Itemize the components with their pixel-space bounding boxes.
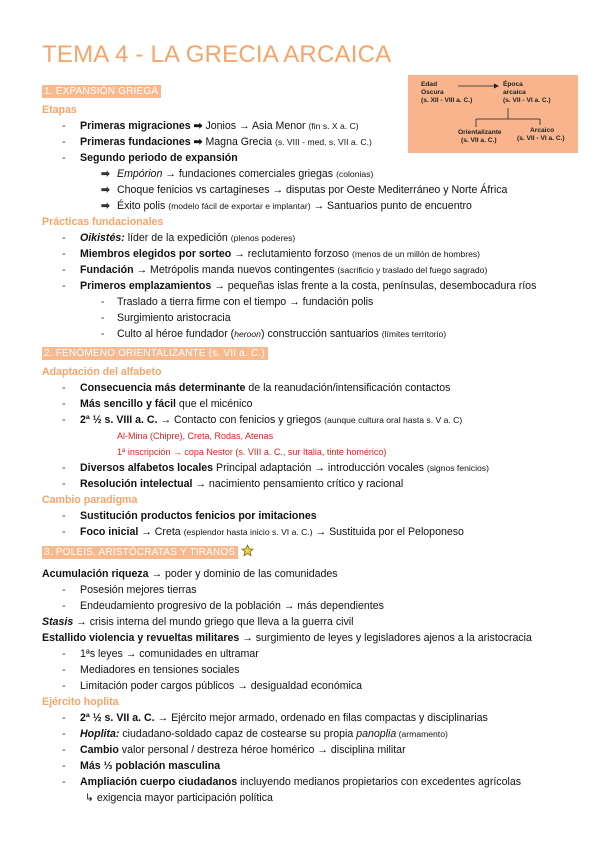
diagram-edad-oscura-date: (s. XII - VIII a. C.) — [421, 97, 473, 104]
item-text: Posesión mejores tierras — [80, 584, 197, 596]
diagram-orientalizante-date: (s. VII a. C.) — [461, 137, 497, 144]
item-text: Jonios → Asia Menor — [202, 120, 309, 132]
section-3-heading: 3. POLEIS, ARISTÓCRATAS Y TIRANOS — [42, 546, 238, 559]
diagram-orientalizante: Orientalizante — [458, 129, 502, 136]
item-text: valor personal / destreza héroe homérico → disciplina militar — [118, 744, 406, 756]
item-italic: Empórion — [117, 168, 163, 180]
list-item — [0, 726, 600, 742]
list-item — [0, 566, 600, 582]
list-item — [0, 182, 600, 198]
item-text: que el micénico — [175, 398, 253, 410]
list-item — [0, 742, 600, 758]
item-text: Surgimiento aristocracia — [117, 312, 231, 324]
diagram-arcaico-date: (s. VII - VI a. C.) — [517, 135, 565, 142]
item-text: → Sustituida por el Peloponeso — [312, 526, 464, 538]
item-bold: Primeras migraciones ➡ — [80, 120, 203, 132]
subheading-etapas: Etapas — [42, 104, 77, 116]
red-note: 1ª inscripción → copa Nestor (s. VIII a. C., sur Italia, tinte homérico) — [117, 447, 387, 457]
item-text: → Contacto con fenicios y griegos — [157, 414, 325, 426]
item-bold: Cambio — [80, 744, 119, 756]
item-bold: Diversos alfabetos locales — [80, 462, 214, 474]
list-item — [0, 476, 600, 492]
section-2-heading: 2. FENÓMENO ORIENTALIZANTE (s. VII a. C.) — [42, 347, 268, 360]
item-bold: Miembros elegidos por sorteo — [80, 248, 232, 260]
list-item — [0, 460, 600, 476]
item-bold: Foco inicial — [80, 526, 139, 538]
list-item — [0, 598, 600, 614]
bullet: - — [62, 462, 66, 474]
notes-content — [0, 81, 600, 806]
bullet: - — [101, 296, 105, 308]
item-bold: Más ⅓ población masculina — [80, 760, 221, 772]
list-item — [0, 310, 600, 326]
list-item — [0, 508, 600, 524]
bullet: - — [62, 152, 66, 164]
list-item — [0, 380, 600, 396]
list-item — [0, 396, 600, 412]
list-item — [0, 678, 600, 694]
bullet: - — [62, 728, 66, 740]
arrow-bullet-icon: ➡ — [101, 184, 110, 196]
item-note: (signos fenicios) — [426, 463, 489, 473]
item-text: → poder y dominio de las comunidades — [148, 568, 338, 580]
item-text: → pequeñas islas frente a la costa, penínsulas, desembocadura ríos — [211, 280, 537, 292]
bullet: - — [62, 264, 66, 276]
item-text: Endeudamiento progresivo de la población → más dependientes — [80, 600, 384, 612]
bullet: - — [62, 414, 66, 426]
section-1-header — [0, 83, 600, 102]
item-note: (fin s. X a. C) — [308, 121, 359, 131]
item-text: Principal adaptación → introducción vocales — [213, 462, 427, 474]
item-note: (aunque cultura oral hasta s. V a. C) — [324, 415, 463, 425]
item-text: de la reanudación/intensificación contactos — [245, 382, 451, 394]
item-note: (esplendor hasta inicio s. VI a. C.) — [183, 527, 313, 537]
item-italic: heroon — [234, 329, 261, 339]
list-item — [0, 278, 600, 294]
item-text: → Ejército mejor armado, ordenado en filas compactas y disciplinarias — [154, 712, 488, 724]
list-item — [0, 246, 600, 262]
bullet: - — [62, 280, 66, 292]
diagram-arcaico: Arcaico — [530, 127, 555, 134]
list-item — [0, 524, 600, 540]
item-text: Limitación poder cargos públicos → desigualdad económica — [80, 680, 363, 692]
list-item — [0, 774, 600, 790]
list-item — [0, 790, 600, 806]
item-bold: Ampliación cuerpo ciudadanos — [80, 776, 238, 788]
list-item — [0, 150, 600, 166]
section-1-heading: 1. EXPANSIÓN GRIEGA — [42, 85, 161, 98]
page-title: TEMA 4 - LA GRECIA ARCAICA — [42, 41, 392, 68]
section-2-header — [0, 345, 600, 364]
item-text: 1ªs leyes → comunidades en ultramar — [80, 648, 259, 660]
list-item — [0, 582, 600, 598]
item-bold: Primeras fundaciones ➡ — [80, 136, 203, 148]
item-text: → crisis interna del mundo griego que lleva a la guerra civil — [73, 616, 354, 628]
list-item — [0, 758, 600, 774]
bullet: - — [101, 312, 105, 324]
arrow-bullet-icon: ➡ — [101, 200, 110, 212]
item-bold: Resolución intelectual — [80, 478, 193, 490]
list-item — [0, 614, 600, 630]
item-note: (armamento) — [396, 729, 448, 739]
item-bold: 2ª ½ s. VII a. C. — [80, 712, 155, 724]
item-text: líder de la expedición — [124, 232, 231, 244]
bullet: - — [62, 680, 66, 692]
list-item — [0, 166, 600, 182]
list-item — [0, 662, 600, 678]
subheading-practicas: Prácticas fundacionales — [42, 216, 164, 228]
bullet: - — [62, 478, 66, 490]
bullet: - — [62, 382, 66, 394]
bullet: - — [62, 136, 66, 148]
list-item — [0, 630, 600, 646]
item-text: → surgimiento de leyes y legisladores ajenos a la aristocracia — [239, 632, 532, 644]
bullet: - — [62, 526, 66, 538]
diagram-epoca-arcaica-date: (s. VII - VI a. C.) — [503, 97, 551, 104]
item-bold: Oikistés: — [80, 232, 125, 244]
red-note: Al-Mina (Chipre), Creta, Rodas, Atenas — [117, 431, 274, 441]
item-bold: Consecuencia más determinante — [80, 382, 246, 394]
item-text: → Santuarios punto de encuentro — [310, 200, 472, 212]
bullet: - — [62, 744, 66, 756]
item-bold: Segundo periodo de expansión — [80, 152, 238, 164]
item-text: ciudadano-soldado capaz de costearse su propia — [119, 728, 357, 740]
list-item-red — [0, 428, 600, 444]
bullet: - — [62, 248, 66, 260]
list-item — [0, 134, 600, 150]
diagram-epoca-arcaica: Época arcaica — [503, 81, 526, 96]
diagram-edad-oscura: Edad Oscura — [421, 81, 444, 96]
item-bold: Acumulación riqueza — [42, 568, 149, 580]
list-item — [0, 294, 600, 310]
item-note: (s. VIII - med. s. VII a. C.) — [274, 137, 372, 147]
item-bold: Más sencillo y fácil — [80, 398, 176, 410]
list-item — [0, 198, 600, 214]
item-note: (colonias) — [336, 169, 374, 179]
item-bold: Primeros emplazamientos — [80, 280, 212, 292]
item-text: Culto al héroe fundador ( — [117, 328, 235, 340]
bullet: - — [101, 328, 105, 340]
item-text: ) construcción santuarios — [260, 328, 382, 340]
item-text: → reclutamiento forzoso — [231, 248, 352, 260]
item-bold: Estallido violencia y revueltas militares — [42, 632, 240, 644]
bullet: - — [62, 664, 66, 676]
item-note: (límites territorio) — [381, 329, 447, 339]
bullet: - — [62, 584, 66, 596]
item-bold: Fundación — [80, 264, 134, 276]
bullet: - — [62, 398, 66, 410]
section-3-header — [0, 544, 600, 566]
list-item — [0, 646, 600, 662]
item-note: (sacrificio y traslado del fuego sagrado) — [337, 265, 488, 275]
item-text: incluyendo medianos propietarios con excedentes agrícolas — [237, 776, 522, 788]
item-italic: Stasis — [42, 616, 74, 628]
item-note: (modelo fácil de exportar e implantar) — [168, 201, 311, 211]
subheading-ejercito: Ejército hoplita — [42, 696, 119, 708]
subheading-cambio: Cambio paradigma — [42, 494, 138, 506]
bullet: - — [62, 510, 66, 522]
list-item — [0, 262, 600, 278]
item-note: (plenos poderes) — [230, 233, 296, 243]
star-icon — [241, 544, 254, 562]
item-text: → Creta — [138, 526, 184, 538]
arrow-bullet-icon: ➡ — [101, 168, 110, 180]
item-italic: panoplia — [356, 728, 397, 740]
list-item — [0, 230, 600, 246]
item-bold: Hoplita: — [80, 728, 120, 740]
item-text: Éxito polis — [117, 200, 169, 212]
item-text: → nacimiento pensamiento crítico y racional — [192, 478, 404, 490]
list-item — [0, 118, 600, 134]
list-item-red — [0, 444, 600, 460]
item-text: ↳ exigencia mayor participación política — [85, 792, 273, 804]
item-bold: Sustitución productos fenicios por imitaciones — [80, 510, 317, 522]
item-text: → fundaciones comerciales griegas — [162, 168, 337, 180]
item-bold: 2ª ½ s. VIII a. C. — [80, 414, 158, 426]
list-item — [0, 710, 600, 726]
item-text: Mediadores en tensiones sociales — [80, 664, 240, 676]
item-text: Traslado a tierra firme con el tiempo → fundación polis — [117, 296, 374, 308]
list-item — [0, 412, 600, 428]
bullet: - — [62, 760, 66, 772]
bullet: - — [62, 232, 66, 244]
item-text: → Metrópolis manda nuevos contingentes — [133, 264, 338, 276]
list-item — [0, 326, 600, 342]
item-text: Choque fenicios vs cartagineses → disputas por Oeste Mediterráneo y Norte África — [117, 184, 508, 196]
bullet: - — [62, 120, 66, 132]
subheading-adaptacion: Adaptación del alfabeto — [42, 366, 162, 378]
bullet: - — [62, 712, 66, 724]
bullet: - — [62, 600, 66, 612]
item-note: (menos de un millón de hombres) — [352, 249, 481, 259]
bullet: - — [62, 648, 66, 660]
item-text: Magna Grecia — [202, 136, 275, 148]
bullet: - — [62, 776, 66, 788]
